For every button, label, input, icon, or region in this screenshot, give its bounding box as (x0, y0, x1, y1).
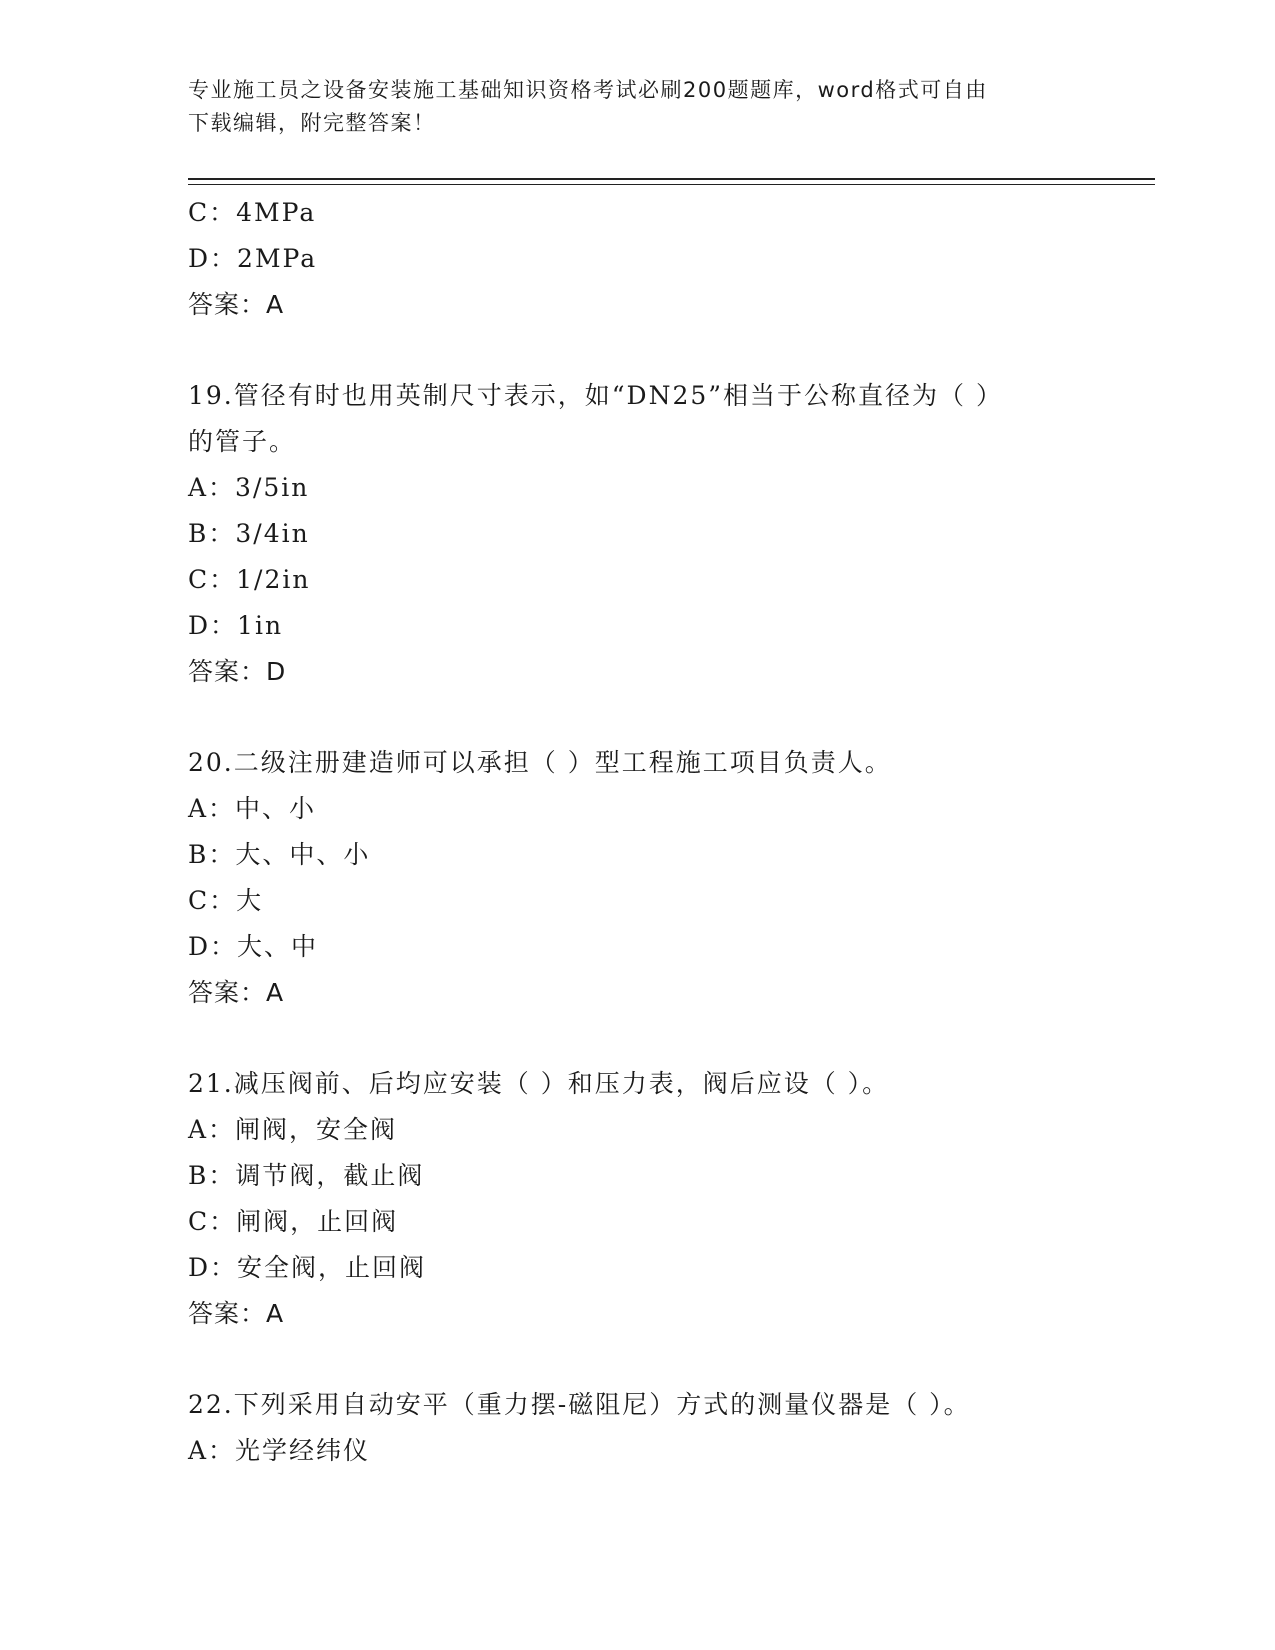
option-c: C：大 (188, 886, 264, 915)
question-text: 22.下列采用自动安平（重力摆-磁阻尼）方式的测量仪器是（ ）。 (188, 1390, 971, 1419)
question-gap (188, 695, 1155, 740)
question-text: 21.减压阀前、后均应安装（ ）和压力表，阀后应设（ ）。 (188, 1069, 890, 1098)
question-20 (188, 740, 1155, 1016)
question-22 (188, 1382, 1155, 1474)
question-text: 19.管径有时也用英制尺寸表示，如“DN25”相当于公称直径为（ ） (188, 381, 1003, 410)
option-a: A：3/5in (188, 473, 310, 502)
option-a: A：中、小 (188, 794, 317, 823)
question-gap (188, 1337, 1155, 1382)
question-gap (188, 328, 1155, 373)
document-header (188, 74, 1068, 140)
question-text: 20.二级注册建造师可以承担（ ）型工程施工项目负责人。 (188, 748, 892, 777)
question-text-continued: 的管子。 (188, 427, 297, 456)
option-b: B：调节阀，截止阀 (188, 1161, 425, 1190)
option-a: A：闸阀，安全阀 (188, 1115, 398, 1144)
option-c: C：闸阀，止回阀 (188, 1207, 399, 1236)
option-b: B：大、中、小 (188, 840, 371, 869)
answer-text: 答案：A (188, 1299, 285, 1328)
option-b: B：3/4in (188, 519, 310, 548)
question-18-partial (188, 190, 1155, 328)
answer-text: 答案：A (188, 290, 285, 319)
question-list (188, 190, 1155, 1474)
option-c: C：1/2in (188, 565, 311, 594)
option-d: D：安全阀，止回阀 (188, 1253, 427, 1282)
question-gap (188, 1016, 1155, 1061)
question-19 (188, 373, 1155, 695)
option-c: C：4MPa (188, 198, 317, 227)
option-d: D：2MPa (188, 244, 318, 273)
option-a: A：光学经纬仪 (188, 1436, 371, 1465)
option-d: D：1in (188, 611, 284, 640)
header-line-2: 下载编辑，附完整答案！ (188, 111, 436, 135)
option-d: D：大、中 (188, 932, 319, 961)
answer-text: 答案：D (188, 657, 287, 686)
answer-text: 答案：A (188, 978, 285, 1007)
question-21 (188, 1061, 1155, 1337)
header-divider (188, 178, 1155, 185)
header-line-1: 专业施工员之设备安装施工基础知识资格考试必刷200题题库，word格式可自由 (188, 78, 988, 102)
